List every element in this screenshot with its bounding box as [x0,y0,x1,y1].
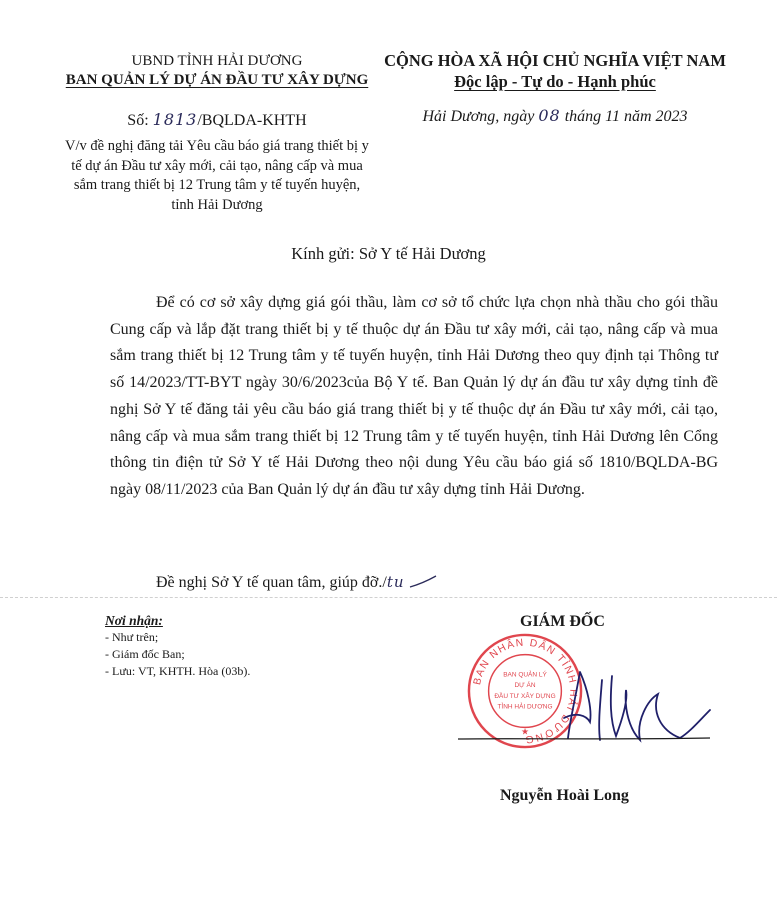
recipients-item: - Như trên; [105,630,159,644]
stamp-center-line: TỈNH HẢI DƯƠNG [497,703,553,711]
document-number [62,110,372,130]
recipients-item: - Lưu: VT, KHTH. Hòa (03b). [105,664,251,678]
document-date [375,106,735,126]
date-day-handwritten: 08 [538,106,561,125]
document-number-handwritten: 1813 [152,110,198,129]
recipients-list [105,612,385,680]
stamp-center-line: BAN QUẢN LÝ [503,671,547,679]
issuing-organization [62,52,372,90]
org-parent-name: UBND TỈNH HẢI DƯƠNG [131,53,303,69]
stamp-star-icon: ★ [521,726,529,737]
body-paragraph: Để có cơ sở xây dựng giá gói thầu, làm cơ sở tổ chức lựa chọn nhà thầu cho gói thầu Cung cấp và lắp đặt trang thiết bị y tế thuộc dự án Đầu tư xây mới, cải tạo, nâng cấp và mua sắm trang thiết bị 12 Trung tâm y tế tuyến huyện, tỉnh Hải Dương theo quy định tại Thông tư số 14/2023/TT-BYT ngày 30/6/2023của Bộ Y tế. Ban Quản lý dự án đầu tư xây dựng tỉnh đề nghị Sở Y tế đăng tải yêu cầu báo giá trang thiết bị y tế thuộc dự án Đầu tư xây mới, cải tạo, nâng cấp và mua sắm trang thiết bị 12 Trung tâm y tế tuyến huyện, tỉnh Hải Dương lên Cổng thông tin điện tử Sở Y tế Hải Dương theo nội dung Yêu cầu báo giá số 1810/BQLDA-BG ngày 08/11/2023 của Ban Quản lý dự án đầu tư xây dựng tỉnh Hải Dương. [110,294,718,498]
document-number-suffix: /BQLDA-KHTH [197,112,307,129]
signature-underline [458,736,710,742]
signer-title: GIÁM ĐỐC [520,613,605,630]
recipient-line: Kính gửi: Sở Y tế Hải Dương [291,244,486,263]
national-title [375,50,735,92]
document-number-prefix: Số: [127,112,149,129]
stamp-center-line: ĐẦU TƯ XÂY DỰNG [494,692,556,700]
stamp-center-line: DỰ ÁN [514,682,536,690]
scan-divider [0,597,777,598]
closing-request [156,573,437,592]
closing-initials: tu [386,573,405,591]
org-name: BAN QUẢN LÝ DỰ ÁN ĐẦU TƯ XÂY DỰNG [65,72,369,88]
date-suffix: tháng 11 năm 2023 [564,108,688,125]
national-motto: Độc lập - Tự do - Hạnh phúc [454,72,656,91]
closing-request-text: Đề nghị Sở Y tế quan tâm, giúp đỡ./ [156,574,387,591]
stamp-ring-text: BAN NHÂN DÂN TỈNH HẢI DƯƠNG [472,637,579,745]
initials-flourish [409,575,437,589]
recipients-item: - Giám đốc Ban; [105,647,185,661]
document-subject: V/v đề nghị đăng tải Yêu cầu báo giá trang thiết bị y tế dự án Đầu tư xây mới, cải tạo, nâng cấp và mua sắm trang thiết bị 12 Trung tâm y tế tuyến huyện, tỉnh Hải Dương [65,138,369,213]
date-prefix: Hải Dương, ngày [422,108,535,125]
country-name: CỘNG HÒA XÃ HỘI CHỦ NGHĨA VIỆT NAM [384,51,726,70]
recipients-title: Nơi nhận: [105,613,163,628]
signer-name: Nguyễn Hoài Long [500,787,629,804]
